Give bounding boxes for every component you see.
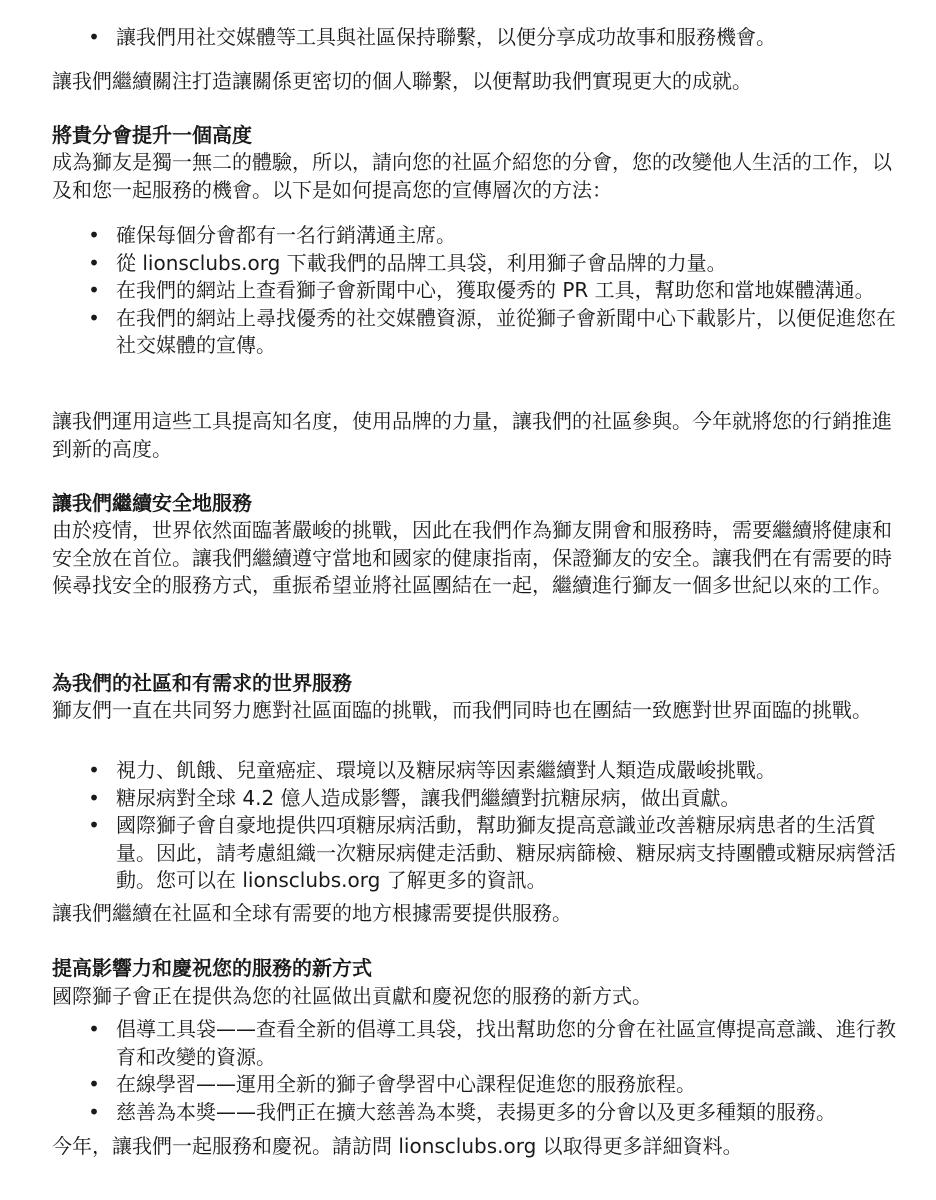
section-paragraph: 成為獅友是獨一無二的體驗，所以，請向您的社區介紹您的分會，您的改變他人生活的工作，以及和您一起服務的機會。以下是如何提高您的宣傳層次的方法： bbox=[52, 150, 892, 202]
section-bullet-list bbox=[52, 757, 902, 895]
list-item: • 倡導工具袋——查看全新的倡導工具袋，找出幫助您的分會在社區宣傳提高意識、進行教育和改變的資源。 bbox=[52, 1016, 902, 1071]
list-item: • 糖尿病對全球 4.2 億人造成影響，讓我們繼續對抗糖尿病，做出貢獻。 bbox=[52, 785, 902, 813]
bullet-icon: • bbox=[88, 250, 100, 275]
bullet-icon: • bbox=[88, 1017, 100, 1041]
list-item: • 在我們的網站上查看獅子會新聞中心，獲取優秀的 PR 工具，幫助您和當地媒體溝通。 bbox=[52, 277, 902, 305]
section-bullet-list bbox=[52, 1016, 902, 1126]
intro-paragraph: 讓我們繼續關注打造讓關係更密切的個人聯繫，以便幫助我們實現更大的成就。 bbox=[52, 69, 752, 93]
section-heading: 為我們的社區和有需求的世界服務 bbox=[52, 671, 352, 695]
section-bullet-list bbox=[52, 222, 902, 360]
section-heading: 將貴分會提升一個高度 bbox=[52, 123, 252, 147]
list-item: • 國際獅子會自豪地提供四項糖尿病活動，幫助獅友提高意識並改善糖尿病患者的生活質量。因此，請考慮組織一次糖尿病健走活動、糖尿病篩檢、糖尿病支持團體或糖尿病營活動。您可以在 lionsclubs.org 了解更多的資訊。 bbox=[52, 812, 902, 895]
list-item: • 確保每個分會都有一名行銷溝通主席。 bbox=[52, 222, 902, 250]
section-heading: 提高影響力和慶祝您的服務的新方式 bbox=[52, 956, 372, 980]
bullet-icon: • bbox=[88, 758, 100, 782]
list-item: • 慈善為本獎——我們正在擴大慈善為本獎，表揚更多的分會以及更多種類的服務。 bbox=[52, 1099, 902, 1127]
list-item: • 讓我們用社交媒體等工具與社區保持聯繫，以便分享成功故事和服務機會。 bbox=[52, 24, 902, 52]
section-paragraph: 獅友們一直在共同努力應對社區面臨的挑戰，而我們同時也在團結一致應對世界面臨的挑戰。 bbox=[52, 698, 872, 722]
section-closing: 讓我們繼續在社區和全球有需要的地方根據需要提供服務。 bbox=[52, 901, 572, 925]
section-closing: 今年，讓我們一起服務和慶祝。請訪問 lionsclubs.org 以取得更多詳細資料。 bbox=[52, 1134, 743, 1158]
list-item: • 在我們的網站上尋找優秀的社交媒體資源，並從獅子會新聞中心下載影片，以便促進您在社交媒體的宣傳。 bbox=[52, 305, 902, 360]
bullet-icon: • bbox=[88, 25, 100, 49]
section-closing: 讓我們運用這些工具提高知名度，使用品牌的力量，讓我們的社區參與。今年就將您的行銷推進到新的高度。 bbox=[52, 409, 892, 461]
bullet-icon: • bbox=[88, 785, 100, 810]
bullet-icon: • bbox=[88, 278, 100, 302]
list-item: • 視力、飢餓、兒童癌症、環境以及糖尿病等因素繼續對人類造成嚴峻挑戰。 bbox=[52, 757, 902, 785]
list-item: • 從 lionsclubs.org 下載我們的品牌工具袋，利用獅子會品牌的力量。 bbox=[52, 250, 902, 278]
bullet-icon: • bbox=[88, 305, 100, 330]
section-paragraph: 國際獅子會正在提供為您的社區做出貢獻和慶祝您的服務的新方式。 bbox=[52, 984, 652, 1008]
intro-bullet-list bbox=[52, 24, 902, 52]
bullet-icon: • bbox=[88, 1099, 100, 1124]
bullet-icon: • bbox=[88, 223, 100, 247]
bullet-icon: • bbox=[88, 813, 100, 837]
list-item: • 在線學習——運用全新的獅子會學習中心課程促進您的服務旅程。 bbox=[52, 1071, 902, 1099]
section-paragraph: 由於疫情，世界依然面臨著嚴峻的挑戰，因此在我們作為獅友開會和服務時，需要繼續將健康和安全放在首位。讓我們繼續遵守當地和國家的健康指南，保證獅友的安全。讓我們在有需要的時候尋找安全的服務方式，重振希望並將社區團結在一起，繼續進行獅友一個多世紀以來的工作。 bbox=[52, 518, 892, 597]
section-heading: 讓我們繼續安全地服務 bbox=[52, 491, 252, 515]
bullet-icon: • bbox=[88, 1072, 100, 1096]
